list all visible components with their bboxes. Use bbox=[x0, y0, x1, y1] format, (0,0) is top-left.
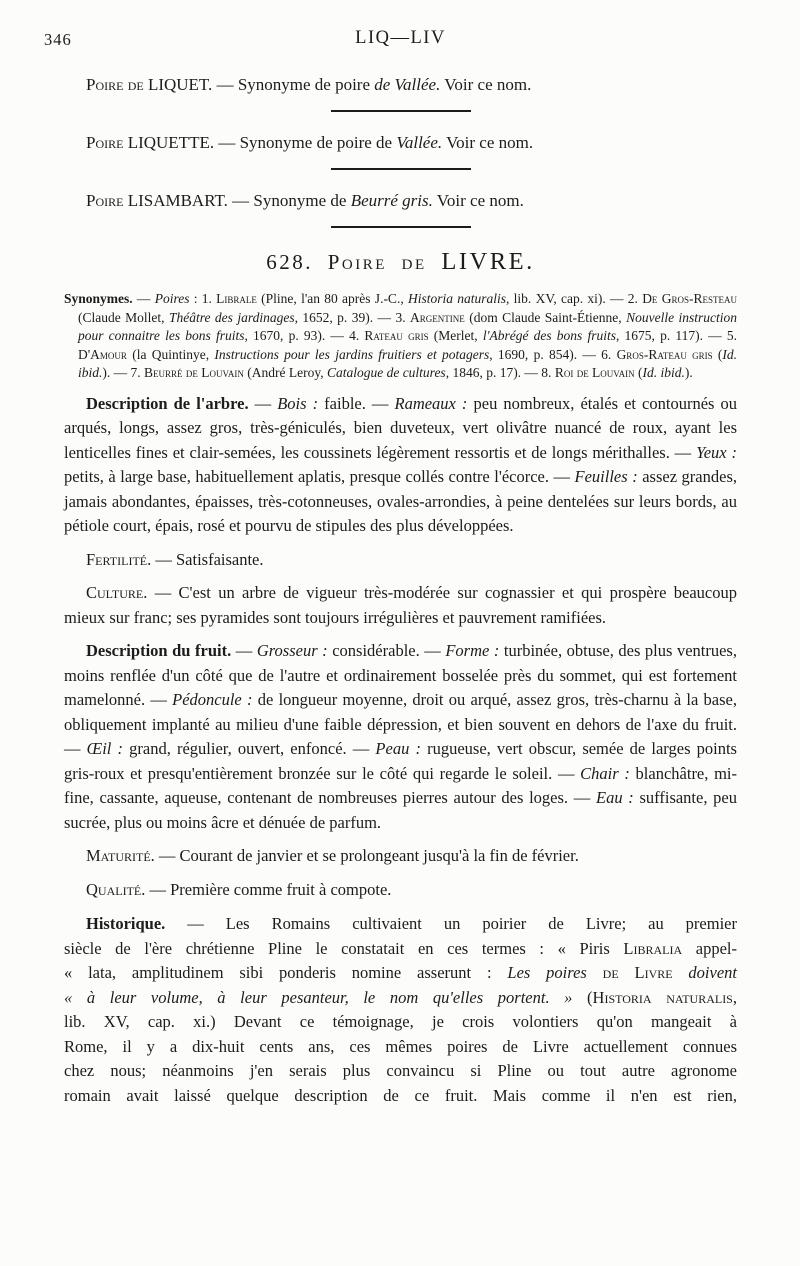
text-segment: Argentine bbox=[410, 309, 465, 325]
article-heading-628-poire-de-livre bbox=[64, 248, 737, 276]
culture-paragraph bbox=[64, 581, 737, 630]
text-segment: Catalogue de cultures bbox=[326, 365, 446, 380]
text-segment: Culture. bbox=[86, 583, 148, 602]
text-segment: De Gros-Resteau bbox=[642, 291, 737, 306]
text-segment: — Synonyme de bbox=[227, 191, 351, 210]
text-segment: assez grandes, jamais abondantes, épaisses, très-cotonneuses, ovales-arrondies, à peine dentelées sur leurs bords, au pétiole court, épais, rosé et pourvu de stipules des plus développées. bbox=[64, 467, 737, 535]
text-segment: 628. bbox=[266, 250, 328, 274]
text-segment: de Livre bbox=[602, 963, 673, 982]
text-line bbox=[64, 1059, 737, 1084]
qualite-paragraph bbox=[64, 878, 737, 903]
text-segment: — Première comme fruit à compote. bbox=[145, 879, 392, 899]
text-segment: Œil : bbox=[86, 739, 124, 758]
text-segment: Poire de bbox=[327, 250, 442, 274]
text-segment: Historia naturalis bbox=[407, 291, 507, 306]
separator-rule bbox=[331, 226, 471, 228]
text-segment: Instructions pour les jardins fruitiers et potagers bbox=[214, 346, 490, 362]
text-segment: Rateau gris bbox=[364, 328, 429, 343]
text-segment: (la Quintinye, bbox=[126, 346, 215, 362]
text-line bbox=[64, 1035, 737, 1060]
synonymes-paragraph bbox=[64, 290, 737, 383]
text-segment: , bbox=[732, 987, 737, 1007]
text-segment: Roi de Louvain bbox=[554, 365, 635, 380]
entry-poire-liquette bbox=[64, 130, 737, 155]
separator-rule bbox=[331, 168, 471, 170]
text-segment: lib. XV, cap. xi.) Devant ce témoignage, je crois volontiers qu'on mangeait à bbox=[64, 1012, 737, 1031]
text-segment: , 1652, p. 39). — 3. bbox=[294, 309, 411, 325]
text-segment: (Claude Mollet, bbox=[78, 309, 169, 325]
text-segment: LIVRE. bbox=[441, 248, 535, 275]
separator-rule bbox=[331, 110, 471, 112]
text-segment: Bois : bbox=[277, 393, 319, 413]
text-segment: (Pline, l'an 80 après J.-C., bbox=[256, 291, 408, 306]
text-segment: Id. ibid. bbox=[642, 365, 685, 380]
text-segment: peu nombreux, étalés et contournés ou arqués, longs, assez gros, très-géniculés, bien duveteux, vert olivâtre nuancé de roux, ayant les lenticelles fines et clair-semées, les coussinets légèrement ressortis et de longs mérithalles. — bbox=[64, 393, 738, 462]
historique-paragraph bbox=[64, 912, 737, 1108]
text-segment: (dom Claude Saint-Étienne, bbox=[464, 309, 627, 325]
text-line bbox=[64, 986, 737, 1011]
text-segment: romain avait laissé quelque description de ce fruit. Mais comme il n'en est rien, bbox=[64, 1085, 737, 1105]
maturite-paragraph bbox=[64, 844, 737, 869]
text-segment: Rome, il y a dix-huit cents ans, ces mêmes poires de Livre actuellement connues bbox=[64, 1036, 737, 1056]
text-segment: Poire bbox=[86, 191, 128, 210]
text-line bbox=[64, 1010, 737, 1035]
text-segment: Historique. bbox=[86, 914, 166, 933]
running-head-title: LIQ—LIV bbox=[355, 28, 446, 48]
text-segment: Pédoncule : bbox=[172, 690, 253, 709]
text-segment: Gros-Rateau gris bbox=[616, 346, 713, 362]
text-segment: Beurré de Louvain bbox=[144, 365, 244, 380]
text-segment: Poire de bbox=[86, 75, 148, 94]
text-segment: LISAMBART. bbox=[127, 191, 228, 210]
text-segment: , 1670, p. 93). — 4. bbox=[244, 328, 365, 343]
text-segment: de Vallée. bbox=[374, 75, 441, 94]
text-segment: : 1. bbox=[189, 291, 217, 306]
text-segment: — bbox=[248, 393, 278, 413]
text-segment: Beurré gris. bbox=[350, 191, 433, 210]
text-segment: — bbox=[132, 291, 155, 306]
text-segment: Libralia bbox=[623, 938, 683, 958]
text-segment: doivent bbox=[672, 963, 737, 982]
text-segment: ). bbox=[684, 365, 693, 380]
text-segment: — Courant de janvier et se prolongeant jusqu'à la fin de février. bbox=[154, 846, 579, 865]
text-segment: faible. — bbox=[318, 393, 395, 413]
text-segment: Poire bbox=[86, 133, 128, 152]
text-line bbox=[64, 961, 737, 986]
text-segment: considérable. — bbox=[327, 641, 446, 660]
text-segment: , 1846, p. 17). — 8. bbox=[445, 365, 555, 380]
text-segment: D'Amour bbox=[78, 346, 127, 362]
text-segment: « lata, amplitudinem sibi ponderis nomine asserunt : bbox=[64, 963, 508, 982]
text-segment: Feuilles : bbox=[574, 467, 638, 486]
running-header bbox=[44, 28, 737, 54]
text-segment: Rameaux : bbox=[394, 393, 468, 413]
text-segment: Historia naturalis bbox=[592, 987, 733, 1007]
text-segment: , lib. XV, cap. xi). — 2. bbox=[506, 291, 643, 306]
text-segment: ( bbox=[572, 987, 593, 1007]
text-segment: — Satisfaisante. bbox=[151, 549, 264, 569]
text-segment: petits, à large base, habituellement aplatis, presque collés contre l'écorce. — bbox=[64, 467, 575, 486]
text-segment: Les poires bbox=[507, 963, 603, 982]
page-number: 346 bbox=[44, 30, 72, 49]
description-arbre-paragraph bbox=[64, 392, 737, 539]
text-line bbox=[64, 937, 737, 962]
entry-poire-de-liquet bbox=[64, 72, 737, 97]
text-segment: Synonymes. bbox=[64, 291, 133, 306]
text-segment: rugueuse, vert obscur, semée de larges points gris-roux et presqu'entièrement bronzée sur le côté qui regarde le soleil. — bbox=[64, 739, 737, 783]
text-segment: Maturité. bbox=[86, 846, 155, 865]
text-segment: — Synonyme de poire de bbox=[214, 133, 397, 152]
text-segment: — Les Romains cultivaient un poirier de Livre; au premier bbox=[165, 914, 737, 933]
text-segment: LIQUET. bbox=[147, 75, 213, 94]
text-segment: — Synonyme de poire bbox=[212, 75, 375, 94]
text-segment: Librale bbox=[216, 291, 257, 306]
text-segment: Description du fruit. bbox=[86, 641, 232, 660]
text-segment: ( bbox=[712, 346, 723, 362]
text-segment: (André Leroy, bbox=[243, 365, 327, 380]
text-segment: de longueur moyenne, droit ou arqué, assez gros, très-charnu à la base, obliquement implanté au milieu d'une faible dépression, et bien souvent en dehors de l'axe du fruit. — bbox=[64, 690, 737, 758]
text-segment: siècle de l'ère chrétienne Pline le constatait en ces termes : « Piris bbox=[64, 938, 624, 958]
text-segment: ( bbox=[634, 365, 643, 380]
text-segment: , 1675, p. 117). — 5. bbox=[615, 328, 737, 343]
text-segment: Voir ce nom. bbox=[440, 75, 532, 94]
text-segment: grand, régulier, ouvert, enfoncé. — bbox=[123, 739, 376, 758]
text-segment: — bbox=[231, 641, 257, 660]
text-segment: ). — 7. bbox=[102, 365, 145, 380]
text-segment: chez nous; néanmoins j'en serais plus convaincu si Pline ou tout autre agronome bbox=[64, 1061, 737, 1080]
text-segment: Théâtre des jardinages bbox=[168, 309, 295, 325]
text-segment: , 1690, p. 854). — 6. bbox=[489, 346, 617, 362]
text-segment: Qualité. bbox=[86, 879, 146, 899]
text-line bbox=[64, 1084, 737, 1109]
text-segment: « à leur volume, à leur pesanteur, le nom qu'elles portent. » bbox=[64, 987, 573, 1007]
text-segment: Eau : bbox=[595, 788, 634, 807]
text-segment: Grosseur : bbox=[256, 641, 328, 660]
text-segment: Voir ce nom. bbox=[442, 133, 534, 152]
text-segment: Poires bbox=[154, 291, 190, 306]
text-segment: Nouvelle instruction pour connaitre les bons fruits bbox=[78, 309, 738, 343]
text-segment: turbinée, obtuse, des plus ventrues, moins renflée d'un côté que de l'autre et ordinairement bosselée près du sommet, qui est fortement mamelonné. — bbox=[64, 641, 737, 709]
text-segment: Peau : bbox=[375, 739, 421, 758]
entry-poire-lisambart bbox=[64, 188, 737, 213]
text-segment: Forme : bbox=[445, 641, 500, 660]
description-fruit-paragraph bbox=[64, 639, 737, 835]
text-segment: suffisante, peu sucrée, plus ou moins âcre et dénuée de parfum. bbox=[64, 788, 737, 832]
fertilite-paragraph bbox=[64, 548, 737, 573]
text-segment: (Merlet, bbox=[428, 328, 483, 343]
text-segment: Vallée. bbox=[396, 133, 443, 152]
text-segment: appel- bbox=[682, 938, 738, 958]
text-segment: Voir ce nom. bbox=[432, 191, 524, 210]
text-line bbox=[64, 912, 737, 937]
text-segment: Description de l'arbre. bbox=[86, 393, 249, 413]
text-segment: Fertilité. bbox=[86, 549, 152, 569]
text-segment: l'Abrégé des bons fruits bbox=[482, 328, 616, 343]
text-segment: blanchâtre, mi-fine, cassante, aqueuse, contenant de nombreuses pierres autour des loges. — bbox=[64, 763, 737, 807]
text-segment: LIQUETTE. bbox=[127, 133, 215, 152]
text-segment: Chair : bbox=[580, 763, 630, 783]
text-segment: Yeux : bbox=[696, 442, 737, 462]
text-segment: Id. ibid. bbox=[78, 346, 738, 380]
text-segment: — C'est un arbre de vigueur très-modérée sur cognassier et qui prospère beaucoup mieux sur franc; ses pyramides sont toujours irrégulières et pauvrement ramifiées. bbox=[64, 583, 737, 627]
